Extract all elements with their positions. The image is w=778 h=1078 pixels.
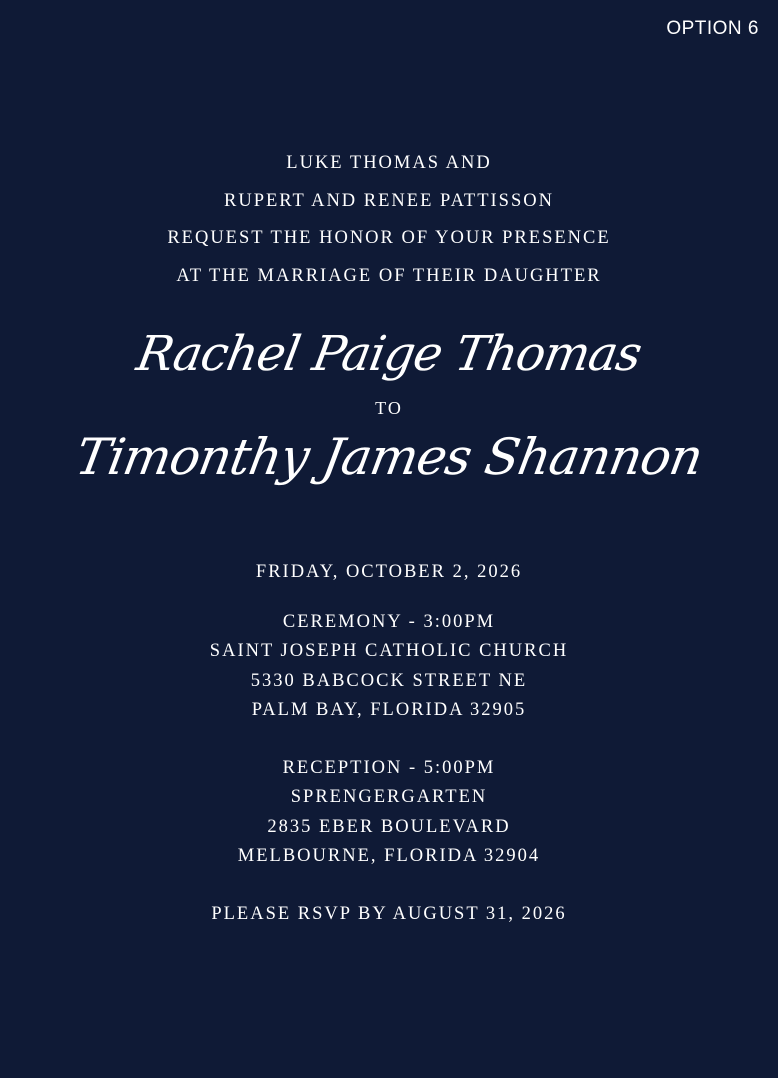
host-line: LUKE THOMAS AND	[286, 153, 492, 173]
date-line: FRIDAY, OCTOBER 2, 2026	[255, 562, 523, 582]
reception-city: MELBOURNE, FLORIDA 32904	[237, 845, 541, 866]
wedding-date	[0, 558, 778, 587]
to-connector: TO	[375, 398, 403, 418]
option-label: OPTION 6	[666, 18, 759, 39]
host-line: RUPERT AND RENEE PATTISSON	[224, 190, 554, 211]
ceremony-city: PALM BAY, FLORIDA 32905	[251, 699, 527, 720]
reception-block	[0, 754, 778, 871]
ceremony-street: 5330 BABCOCK STREET NE	[250, 670, 528, 691]
ceremony-time: CEREMONY - 3:00PM	[282, 612, 496, 632]
reception-street: 2835 EBER BOULEVARD	[267, 816, 511, 837]
reception-venue: SPRENGERGARTEN	[290, 787, 488, 808]
reception-time: RECEPTION - 5:00PM	[282, 758, 496, 778]
rsvp-block	[0, 900, 778, 929]
groom-name: Timonthy James Shannon	[71, 428, 707, 486]
hosts-block	[0, 145, 778, 295]
ceremony-venue: SAINT JOSEPH CATHOLIC CHURCH	[209, 641, 569, 662]
bride-name: Rachel Paige Thomas	[132, 326, 646, 382]
ceremony-block	[0, 608, 778, 725]
host-line: AT THE MARRIAGE OF THEIR DAUGHTER	[176, 265, 602, 286]
host-line: REQUEST THE HONOR OF YOUR PRESENCE	[167, 228, 611, 248]
rsvp-line: PLEASE RSVP BY AUGUST 31, 2026	[211, 904, 567, 924]
